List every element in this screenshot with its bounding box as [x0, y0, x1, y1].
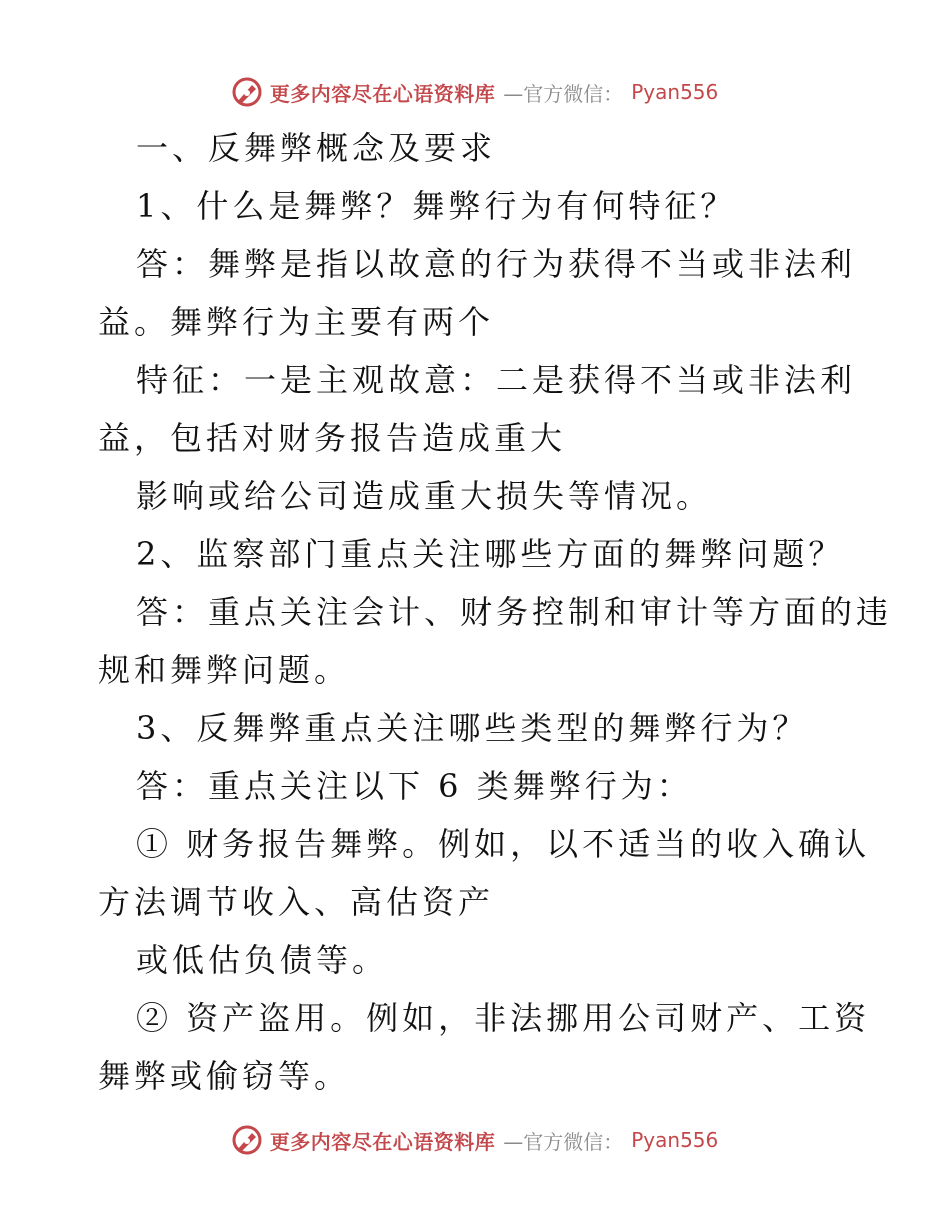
answer-1-line-5: 影响或给公司造成重大损失等情况。: [136, 477, 713, 515]
header-watermark: [0, 72, 950, 112]
watermark-wechat-id: Pyan556: [631, 80, 719, 104]
list-item-2-line-2: 舞弊或偷窃等。: [98, 1057, 351, 1095]
section-heading: 一、反舞弊概念及要求: [136, 129, 497, 167]
answer-3-line-1: 答：重点关注以下 6 类舞弊行为：: [136, 767, 693, 805]
list-item-2-line-1: ② 资产盗用。例如，非法挪用公司财产、工资: [136, 999, 871, 1037]
list-item-1-line-3: 或低估负债等。: [136, 941, 389, 979]
answer-1-line-3: 特征：一是主观故意：二是获得不当或非法利: [136, 361, 857, 399]
footer-watermark: [0, 1120, 950, 1160]
question-2: 2、监察部门重点关注哪些方面的舞弊问题？: [136, 535, 845, 573]
pen-logo-icon: [232, 77, 262, 107]
answer-1-line-2: 益。舞弊行为主要有两个: [98, 303, 495, 341]
watermark-text: 更多内容尽在心语资料库: [269, 81, 496, 106]
answer-1-line-4: 益，包括对财务报告造成重大: [98, 419, 567, 457]
list-item-1-line-2: 方法调节收入、高估资产: [98, 883, 495, 921]
watermark-separator: —官方微信：: [503, 1129, 624, 1154]
pen-logo-icon: [232, 1125, 262, 1155]
watermark-wechat-id: Pyan556: [631, 1128, 719, 1152]
watermark-separator: —官方微信：: [503, 81, 624, 106]
answer-2-line-1: 答：重点关注会计、财务控制和审计等方面的违: [136, 593, 893, 631]
question-1: 1、什么是舞弊？舞弊行为有何特征？: [136, 187, 737, 225]
list-item-1-line-1: ① 财务报告舞弊。例如，以不适当的收入确认: [136, 825, 871, 863]
answer-2-line-2: 规和舞弊问题。: [98, 651, 351, 689]
question-3: 3、反舞弊重点关注哪些类型的舞弊行为？: [136, 709, 809, 747]
watermark-text: 更多内容尽在心语资料库: [269, 1129, 496, 1154]
answer-1-line-1: 答：舞弊是指以故意的行为获得不当或非法利: [136, 245, 857, 283]
